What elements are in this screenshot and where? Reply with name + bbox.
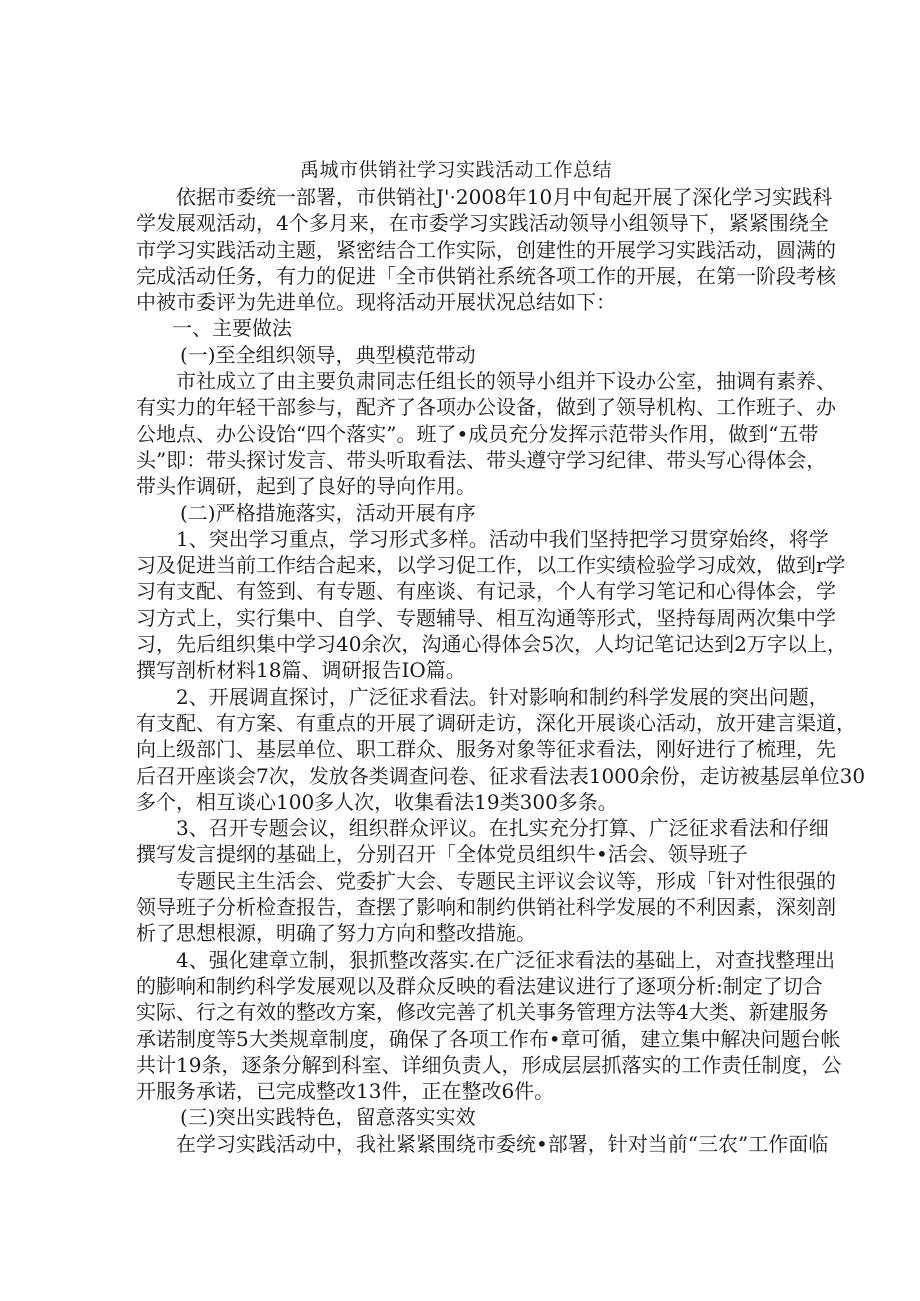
text-line: 开服务承诺，已完成整改13件，正在整改6件。 — [136, 1079, 555, 1104]
text-line: 依据市委统一部署，市供销社J'·2008年10月中旬起开展了深化学习实践科 — [176, 185, 833, 209]
text-line: 公地点、办公设饴“四个落实”。班了•成员充分发挥示范带头作用，做到“五带 — [136, 421, 819, 446]
text-line: 1、突出学习重点，学习形式多样。活动中我们坚持把学习贯穿始终，将学 — [176, 526, 829, 551]
text-line: 3、召开专题会议，组织群众评议。在扎实充分打算、广泛征求看法和仔细 — [176, 816, 829, 841]
text-line: 有支配、有方案、有重点的开展了调研走访，深化开展谈心活动，放开建言渠道， — [136, 710, 856, 735]
text-line: 中被市委评为先进单位。现将活动开展状况总结如下： — [136, 290, 616, 315]
text-line: 向上级部门、基层单位、职工群众、服务对象等征求看法，刚好进行了梳理，先 — [136, 737, 836, 762]
text-line: 习方式上，实行集中、自学、专题辅导、相互沟通等形式，坚持每周两次集中学 — [136, 605, 836, 630]
text-line: 完成活动任务，有力的促进「全市供销社系统各项工作的开展，在第一阶段考核 — [136, 263, 836, 288]
text-line: 带头作调研，起到了良好的导向作用。 — [136, 474, 476, 499]
document-title: 禹城市供销社学习实践活动工作总结 — [300, 159, 613, 181]
text-line: 4、强化建章立制，狠抓整改落实.在广泛征求看法的基础上，对查找整理出 — [176, 947, 836, 972]
text-line: 撰写剖析材料18篇、调研报告IO篇。 — [136, 658, 466, 683]
text-line: 有实力的年轻干部参与，配齐了各项办公设备，做到了领导机构、工作班子、办 — [136, 395, 836, 420]
document-body — [136, 184, 866, 1157]
text-line: 承诺制度等5大类规章制度，确保了各项工作布•章可循，建立集中解决问题台帐 — [136, 1026, 841, 1051]
text-line: 习，先后组织集中学习40余次，沟通心得体会5次，人均记笔记达到2万字以上， — [136, 632, 847, 657]
text-line: (二)严格措施落实，活动开展有序 — [180, 500, 476, 525]
document-page — [136, 156, 866, 1157]
text-line: 实际、行之有效的整改方案，修改完善了机关事务管理方法等4大类、新建服务 — [136, 1000, 829, 1025]
text-line: 后召开座谈会7次，发放各类调查问卷、征求看法表1000余份，走访被基层单位30 — [136, 763, 866, 788]
text-line: 在学习实践活动中，我社紧紧围绕市委统•部署，针对当前“三农”工作面临 — [176, 1131, 829, 1156]
text-line: 头”即：带头探讨发言、带头听取看法、带头遵守学习纪律、带头写心得体会， — [136, 447, 827, 472]
text-line: 共计19条，逐条分解到科室、详细负责人，形成层层抓落实的工作责任制度，公 — [136, 1052, 842, 1077]
text-line: 专题民主生活会、党委扩大会、专题民主评议会议等，形成「针对性很强的 — [176, 868, 836, 893]
text-line: 2、开展调直探讨，广泛征求看法。针对影响和制约科学发展的突出问题， — [176, 684, 829, 709]
text-line: 多个，相互谈心100多人次，收集看法19类300多条。 — [136, 789, 618, 814]
text-line: 学发展观活动，4个多月来，在市委学习实践活动领导小组领导下，紧紧围绕全 — [136, 211, 829, 236]
text-line: 的膨响和制约科学发展观以及群众反映的看法建议进行了逐项分析:制定了切合 — [136, 973, 823, 998]
text-line: 习有支配、有签到、有专题、有座谈、有记录，个人有学习笔记和心得体会，学 — [136, 579, 836, 604]
text-line: 析了思想根源，明确了努力方向和整改措施。 — [136, 921, 536, 946]
text-line: 一、主要做法 — [172, 316, 292, 341]
text-line: (三)突出实践特色，留意落实实效 — [180, 1105, 476, 1130]
text-line: (一)至全组织领导，典型模范带动 — [180, 342, 476, 367]
text-line: 习及促进当前工作结合起来，以学习促工作，以工作实绩检验学习成效，做到r学 — [136, 553, 846, 578]
text-line: 领导班子分析检查报告，查摆了影响和制约供销社科学发展的不利因素，深刻剖 — [136, 895, 836, 920]
text-line: 市社成立了由主要负肃同志任组长的领导小组并下设办公室，抽调有素养、 — [176, 369, 836, 394]
text-line: 撰写发言提纲的基础上，分别召开「全体党员组织牛•活会、领导班子 — [136, 842, 748, 867]
text-line: 市学习实践活动主题，紧密结合工作实际，创建性的开展学习实践活动，圆满的 — [136, 237, 836, 262]
